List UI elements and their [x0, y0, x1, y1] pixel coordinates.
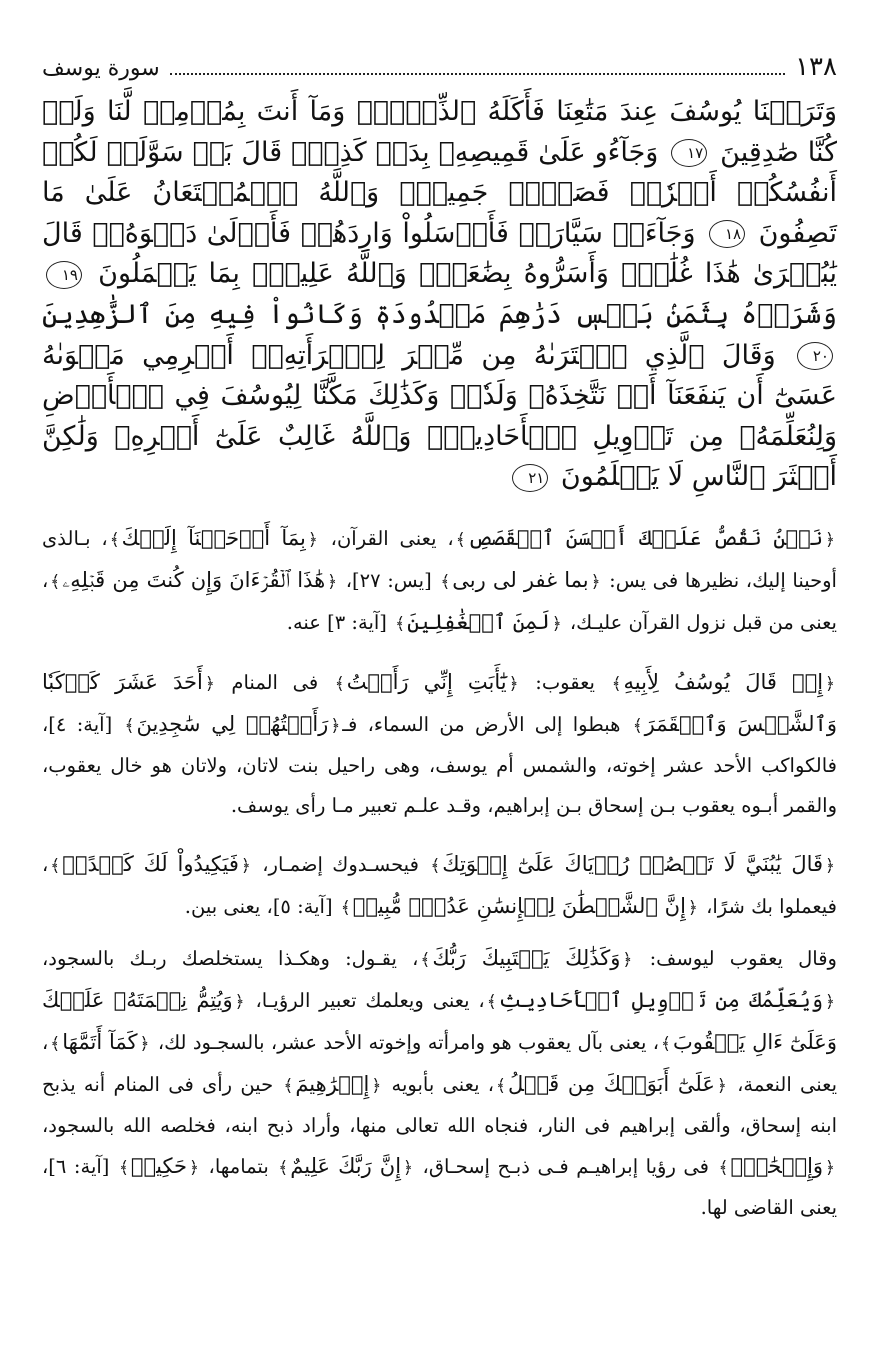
quoted-verse: وَكَذَٰلِكَ يَجۡتَبِيكَ رَبُّكَ: [432, 945, 621, 970]
commentary-text: ، يعنى من قبل نزول القرآن عليـك،: [42, 568, 837, 634]
commentary-text: ، يعنى ويعلمك تعبير الرؤيـا،: [246, 988, 485, 1012]
quote-ornament-open: ﴿: [508, 673, 519, 694]
commentary-text: [آية: ٥]، يعنى بين.: [184, 894, 339, 918]
commentary-text: فيحسـدوك إضمـار،: [252, 852, 429, 876]
quoted-verse: كَمَآ أَتَمَّهَا: [62, 1029, 138, 1054]
quote-ornament-close: ﴾: [455, 529, 466, 550]
quran-verse-text: وَتَرَكۡنَا يُوسُفَ عِندَ مَتَٰعِنَا فَأَكَلَهُ ٱلذِّئۡبُۖ وَمَآ أَنتَ بِمُؤۡمِنٖ لَّنَا وَلَوۡ كُنَّا صَٰدِقِينَ: [42, 96, 837, 168]
ayah-number-marker: ١٨: [709, 220, 745, 248]
commentary-text: ، يعنى النعمة،: [42, 1030, 837, 1096]
commentary-text: هبطوا إلى الأرض من السماء، فـ: [342, 712, 631, 736]
quote-ornament-open: ﴿: [551, 613, 562, 634]
quote-ornament-close: ﴾: [50, 571, 61, 592]
commentary-text: ، يقـول: وهكـذا يستخلصك ربـك بالسجود،: [42, 946, 419, 970]
quote-ornament-open: ﴿: [234, 991, 245, 1012]
quote-ornament-open: ﴿: [825, 991, 836, 1012]
page-header: [42, 52, 837, 84]
quran-verse-text: وَقَالَ ٱلَّذِي ٱشۡتَرَىٰهُ مِن مِّصۡرَ لِٱمۡرَأَتِهِۦٓ أَكۡرِمِي مَثۡوَىٰهُ عَسَىٰٓ أَن يَنفَعَنَآ أَوۡ نَتَّخِذَهُۥ وَلَدٗاۚ وَكَذَٰلِكَ مَكَّنَّا لِيُوسُفَ فِي ٱلۡأَرۡضِ وَلِنُعَلِّمَهُۥ مِن تَأۡوِيلِ ٱلۡأَحَادِيثِۚ وَٱللَّهُ غَالِبٌ عَلَىٰٓ أَمۡرِهِۦ وَلَٰكِنَّ أَكۡثَرَ ٱلنَّاسِ لَا يَعۡلَمُونَ: [42, 339, 837, 493]
commentary-text: ، يعنى بأبويه: [383, 1072, 495, 1096]
quote-ornament-open: ﴿: [204, 673, 215, 694]
quoted-verse: قَالَ يَٰبُنَيَّ لَا تَقۡصُصۡ رُءۡيَاكَ عَلَىٰٓ إِخۡوَتِكَ: [442, 851, 824, 876]
commentary-text: ، بـالذى أوحينا إليك، نظيرها فى يس:: [42, 526, 837, 592]
commentary-text: فى المنام: [216, 670, 333, 694]
quote-ornament-close: ﴾: [124, 715, 135, 736]
page-number: ١٣٨: [795, 52, 837, 82]
commentary-section: [42, 518, 837, 1228]
quote-ornament-open: ﴿: [687, 897, 698, 918]
quote-ornament-close: ﴾: [109, 529, 120, 550]
quote-ornament-open: ﴿: [327, 571, 338, 592]
quoted-verse: حَكِيمٞ: [130, 1153, 188, 1178]
quote-ornament-close: ﴾: [50, 1033, 61, 1054]
quoted-verse: بما غفر لى ربى: [452, 567, 589, 592]
quoted-verse: وَيُعَلِّمُكَ مِن تَأۡوِيلِ ٱلۡأَحَادِيثِ: [498, 987, 824, 1012]
quote-ornament-open: ﴿: [716, 1075, 727, 1096]
quote-ornament-close: ﴾: [718, 1157, 729, 1178]
quoted-verse: يَٰٓأَبَتِ إِنِّي رَأَيۡتُ: [346, 669, 507, 694]
quoted-verse: وَيُتِمُّ نِعۡمَتَهُۥ عَلَيۡكَ وَعَلَىٰٓ ءَالِ يَعۡقُوبَ: [42, 987, 837, 1054]
quote-ornament-open: ﴿: [403, 1157, 413, 1178]
quote-ornament-close: ﴾: [486, 991, 497, 1012]
commentary-text: يعقوب:: [520, 670, 610, 694]
commentary-paragraph: [42, 662, 837, 826]
quote-ornament-open: ﴿: [825, 855, 836, 876]
surah-title: سورة يوسف: [42, 56, 160, 81]
ayah-number-marker: ٢١: [512, 464, 548, 492]
quoted-verse: وَإِسۡحَٰقَۚ: [730, 1153, 824, 1178]
quote-ornament-open: ﴿: [825, 673, 835, 694]
quoted-verse: نَحۡنُ نَقُصُّ عَلَيۡكَ أَحۡسَنَ ٱلۡقَصَصِ: [467, 525, 824, 550]
quote-ornament-open: ﴿: [825, 529, 835, 550]
quote-ornament-open: ﴿: [307, 529, 318, 550]
quoted-verse: عَلَىٰٓ أَبَوَيۡكَ مِن قَبۡلُ: [508, 1071, 715, 1096]
quote-ornament-open: ﴿: [330, 715, 341, 736]
quote-ornament-open: ﴿: [139, 1033, 150, 1054]
commentary-paragraph: [42, 938, 837, 1228]
quoted-verse: أَحَدَ عَشَرَ كَوۡكَبٗا وَٱلشَّمۡسَ وَٱلۡقَمَرَ: [42, 669, 837, 736]
commentary-text: بتمامها،: [201, 1154, 277, 1178]
commentary-text: ، يعنى القرآن،: [319, 526, 454, 550]
quote-ornament-open: ﴿: [622, 949, 633, 970]
quote-ornament-close: ﴾: [496, 1075, 506, 1096]
commentary-text: ، يعنى بآل يعقوب هو وامرأته وإخوته الأحد عشر، بالسجـود لك،: [151, 1030, 659, 1054]
commentary-text: [آية: ٤]، فالكواكب الأحد عشر إخوته، والشمس أم يوسف، وهى راحيل بنت لاتان، ولاتان هو خال يعقوب، والقمر أبـوه يعقوب بـن إسحاق بـن إبراهيم، وقـد علـم تعبير مـا رأى يوسف.: [42, 712, 837, 817]
quote-ornament-open: ﴿: [240, 855, 251, 876]
quote-ornament-close: ﴾: [340, 897, 351, 918]
quote-ornament-close: ﴾: [632, 715, 643, 736]
quote-ornament-close: ﴾: [440, 571, 451, 592]
quoted-verse: إِنَّ رَبَّكَ عَلِيمٌ: [290, 1153, 402, 1178]
commentary-text: حين رأى فى المنام أنه يذبح ابنه إسحاق، وألقى إبراهيم فى النار، فنجاه الله تعالى منها، وأراد ذبح ابنه، فخلصه الله بالسجود،: [42, 1072, 837, 1137]
header-dotted-leader: [170, 55, 785, 75]
quoted-verse: رَأَيۡتُهُمۡ لِي سَٰجِدِينَ: [136, 711, 329, 736]
quote-ornament-close: ﴾: [430, 855, 441, 876]
quoted-verse: هَٰذَا ٱلۡقُرۡءَانَ وَإِن كُنتَ مِن قَبۡلِهِۦ: [62, 567, 326, 592]
quran-verse-text: وَشَرَوۡهُ بِثَمَنِۢ بَخۡسٖ دَرَٰهِمَ مَعۡدُودَةٖ وَكَانُواْ فِيهِ مِنَ ٱلزَّٰهِدِينَ: [42, 298, 837, 330]
quoted-verse: فَيَكِيدُواْ لَكَ كَيۡدًاۖ: [62, 851, 239, 876]
commentary-text: [يس: ٢٧]،: [339, 568, 439, 592]
quote-ornament-open: ﴿: [590, 571, 601, 592]
commentary-paragraph: [42, 518, 837, 644]
quoted-verse: إِبۡرَٰهِيمَ: [295, 1071, 370, 1096]
quote-ornament-close: ﴾: [118, 1157, 129, 1178]
commentary-text: وقال يعقوب ليوسف:: [634, 946, 837, 970]
ayah-number-marker: ١٩: [46, 261, 82, 289]
quran-verses: [42, 92, 837, 498]
quote-ornament-close: ﴾: [50, 855, 61, 876]
quote-ornament-open: ﴿: [189, 1157, 200, 1178]
commentary-paragraph: [42, 844, 837, 928]
commentary-text: [آية: ٦]، يعنى القاضى لها.: [42, 1154, 837, 1219]
quote-ornament-close: ﴾: [395, 613, 406, 634]
quote-ornament-close: ﴾: [334, 673, 345, 694]
quoted-verse: لَمِنَ ٱلۡغَٰفِلِينَ: [407, 609, 550, 634]
commentary-text: ، فيعملوا بك شرًا،: [42, 852, 837, 918]
quran-verse-text: وَجَآءُو عَلَىٰ قَمِيصِهِۦ بِدَمٖ كَذِبٖۚ قَالَ بَلۡ سَوَّلَتۡ لَكُمۡ أَنفُسُكُمۡ أَمۡرٗاۖ فَصَبۡرٞ جَمِيلٞۖ وَٱللَّهُ ٱلۡمُسۡتَعَانُ عَلَىٰ مَا تَصِفُونَ: [42, 136, 837, 249]
commentary-text: [آية: ٣] عنه.: [286, 610, 394, 634]
quoted-verse: بِمَآ أَوۡحَيۡنَآ إِلَيۡكَ: [121, 525, 306, 550]
ayah-number-marker: ٢٠: [797, 342, 833, 370]
quote-ornament-open: ﴿: [825, 1157, 836, 1178]
quote-ornament-open: ﴿: [371, 1075, 382, 1096]
ayah-number-marker: ١٧: [671, 139, 707, 167]
quote-ornament-close: ﴾: [611, 673, 622, 694]
quran-verse-text: وَجَآءَتۡ سَيَّارَةٞ فَأَرۡسَلُواْ وَارِدَهُمۡ فَأَدۡلَىٰ دَلۡوَهُۥۖ قَالَ يَٰبُشۡرَىٰ هَٰذَا غُلَٰمٞۚ وَأَسَرُّوهُ بِضَٰعَةٗۚ وَٱللَّهُ عَلِيمُۢ بِمَا يَعۡمَلُونَ: [42, 217, 837, 290]
quote-ornament-close: ﴾: [283, 1075, 294, 1096]
quote-ornament-close: ﴾: [278, 1157, 289, 1178]
quoted-verse: إِنَّ ٱلشَّيۡطَٰنَ لِلۡإِنسَٰنِ عَدُوّٞ مُّبِينٞ: [352, 893, 686, 918]
commentary-text: فى رؤيا إبراهيـم فـى ذبـح إسحـاق،: [415, 1154, 717, 1178]
quote-ornament-close: ﴾: [420, 949, 431, 970]
quote-ornament-close: ﴾: [661, 1033, 671, 1054]
quoted-verse: إِذۡ قَالَ يُوسُفُ لِأَبِيهِ: [623, 669, 824, 694]
